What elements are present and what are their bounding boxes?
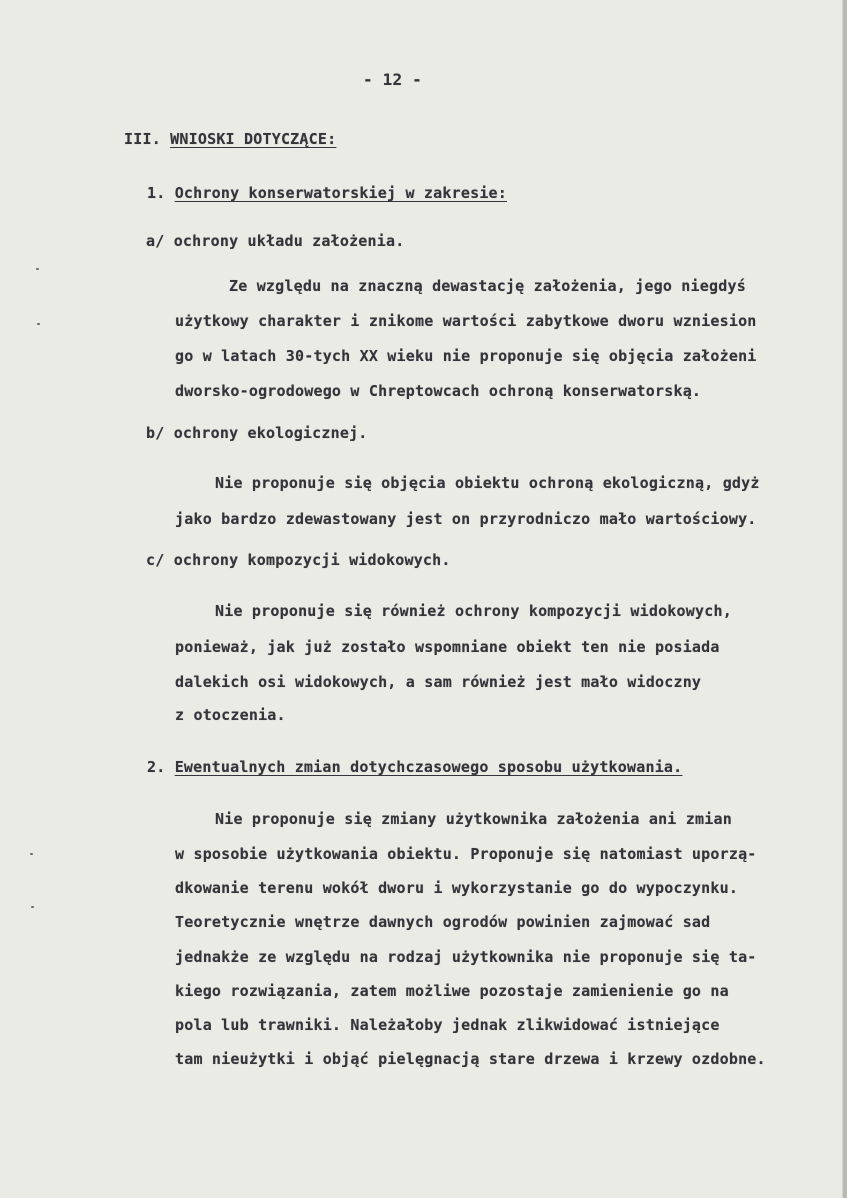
paragraph-2-line: Teoretycznie wnętrze dawnych ogrodów powinien zajmować sad [175,913,711,931]
paper-speck [36,268,39,270]
paragraph-2-line: kiego rozwiązania, zatem możliwe pozostaje zamienienie go na [175,982,729,1000]
paragraph-2-line: pola lub trawniki. Należałoby jednak zlikwidować istniejące [175,1016,720,1034]
paragraph-b-line: Nie proponuje się objęcia obiektu ochroną ekologiczną, gdyż [215,474,760,492]
point1-title: Ochrony konserwatorskiej w zakresie: [174,184,508,202]
paragraph-c-line: z otoczenia. [175,706,286,724]
paragraph-2-line: tam nieużytki i objąć pielęgnacją stare drzewa i krzewy ozdobne. [175,1050,766,1068]
paragraph-a-line: dworsko-ogrodowego w Chreptowcach ochroną konserwatorską. [175,382,702,400]
point1-number: 1. [147,184,166,202]
page-number: - 12 - [363,70,422,89]
subpoint-a-label: a/ ochrony układu założenia. [146,232,405,250]
paragraph-b-line: jako bardzo zdewastowany jest on przyrodniczo mało wartościowy. [175,510,757,528]
subpoint-c-label: c/ ochrony kompozycji widokowych. [146,551,451,569]
paragraph-a-line: Ze względu na znaczną dewastację założenia, jego niegdyś [229,277,746,295]
paper-speck [37,323,40,325]
paper-speck [30,853,33,855]
point1-heading [147,184,507,202]
paragraph-a-line: go w latach 30-tych XX wieku nie proponuje się objęcia założeni [175,347,757,365]
paragraph-c-line: Nie proponuje się również ochrony kompozycji widokowych, [215,602,732,620]
paragraph-2-line: Nie proponuje się zmiany użytkownika założenia ani zmian [215,810,732,828]
point2-title: Ewentualnych zmian dotychczasowego sposobu użytkowania. [174,758,683,776]
paragraph-2-line: w sposobie użytkowania obiektu. Proponuje się natomiast uporzą- [175,845,757,863]
point2-number: 2. [147,758,166,776]
paragraph-c-line: dalekich osi widokowych, a sam również jest mało widoczny [175,673,702,691]
paper-speck [31,906,34,908]
paragraph-c-line: ponieważ, jak już zostało wspomniane obiekt ten nie posiada [175,638,720,656]
section-heading [124,130,336,148]
point2-heading [147,758,682,776]
subpoint-b-label: b/ ochrony ekologicznej. [146,424,368,442]
paragraph-2-line: dkowanie terenu wokół dworu i wykorzystanie go do wypoczynku. [175,879,739,897]
section-title: WNIOSKI DOTYCZĄCE: [170,130,337,148]
paragraph-a-line: użytkowy charakter i znikome wartości zabytkowe dworu wzniesion [175,312,757,330]
section-numeral: III. [124,130,161,148]
paragraph-2-line: jednakże ze względu na rodzaj użytkownika nie proponuje się ta- [175,948,757,966]
